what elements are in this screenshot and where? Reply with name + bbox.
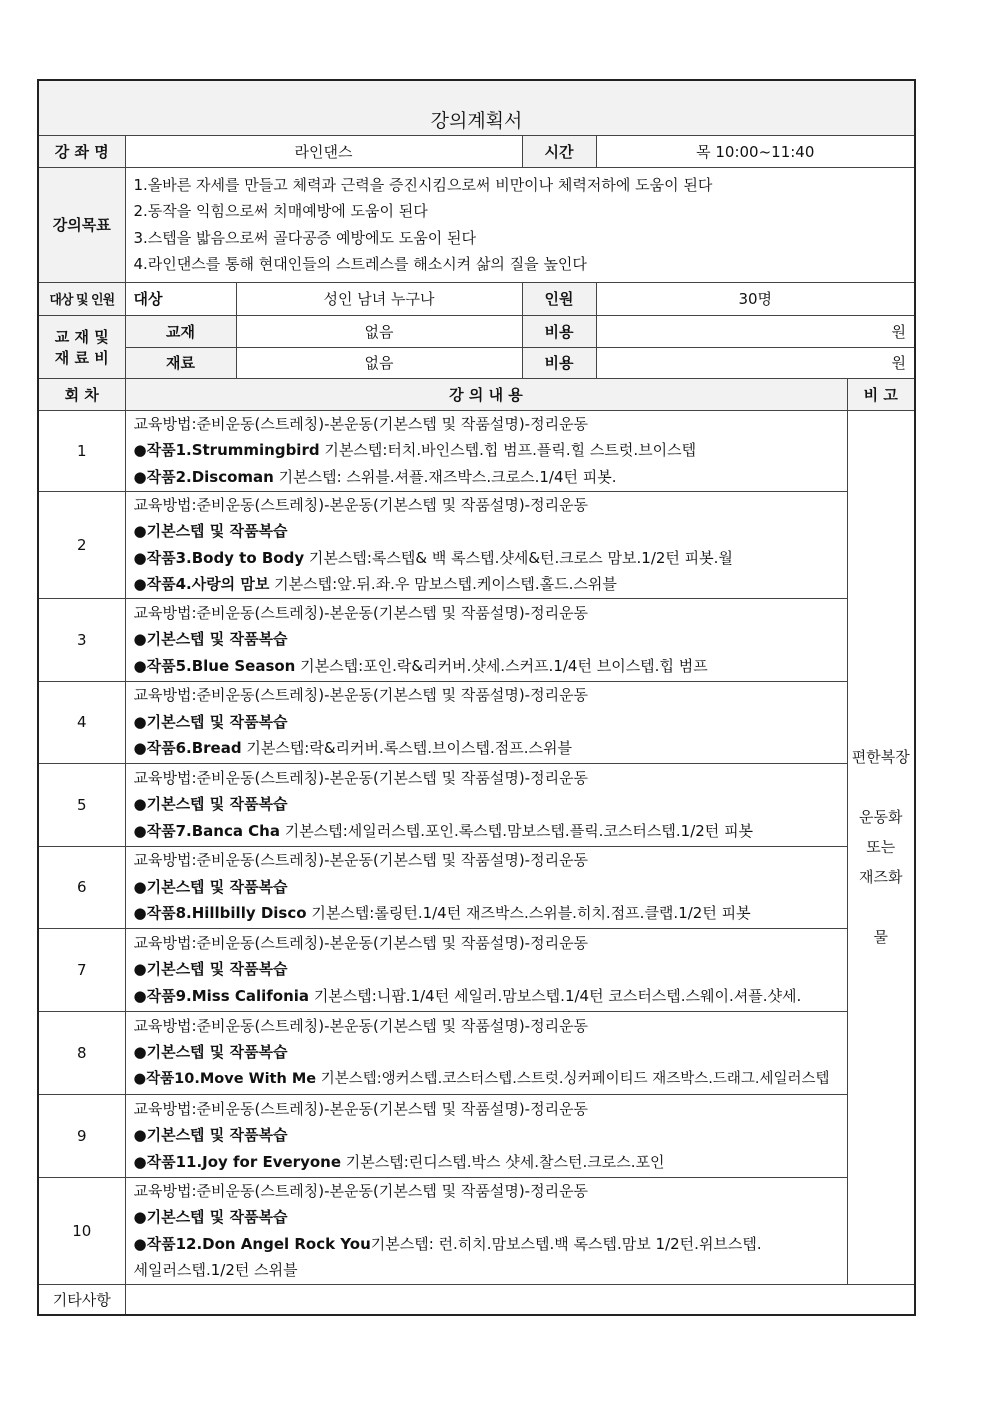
note-spacer — [848, 772, 915, 802]
textbook-cost-value: 원 — [596, 315, 915, 347]
work-title: ●작품6.Bread — [133, 739, 242, 758]
course-name-value: 라인댄스 — [125, 135, 522, 167]
session-content — [125, 410, 847, 491]
line-text: 세일러스텝.1/2턴 스위블 — [133, 1261, 298, 1279]
line-text: 교육방법:준비운동(스트레칭)-본운동(기본스텝 및 작품설명)-정리운동 — [133, 495, 589, 514]
note-header: 비 고 — [847, 378, 915, 410]
line-text: 교육방법:준비운동(스트레칭)-본운동(기본스텝 및 작품설명)-정리운동 — [133, 686, 589, 705]
session-header: 회 차 — [38, 378, 125, 410]
materials-group-label: 교 재 및 재 료 비 — [38, 315, 125, 378]
session-number: 9 — [38, 1094, 125, 1177]
content-line — [134, 437, 841, 464]
goal-label: 강의목표 — [38, 167, 125, 282]
work-title: ●기본스텝 및 작품복습 — [133, 630, 288, 649]
line-text: 교육방법:준비운동(스트레칭)-본운동(기본스텝 및 작품설명)-정리운동 — [133, 851, 589, 870]
content-line — [134, 492, 841, 519]
session-row — [38, 1094, 915, 1177]
document-title: 강의계획서 — [38, 80, 915, 135]
content-line — [134, 983, 841, 1010]
session-content — [125, 598, 847, 681]
line-text: 기본스텝:록스텝& 백 록스텝.샷세&턴.크로스 맘보.1/2턴 피봇.월 — [304, 548, 733, 567]
content-line — [134, 765, 841, 792]
session-row — [38, 846, 915, 928]
content-line — [134, 1178, 841, 1205]
content-line — [134, 847, 841, 874]
work-title: ●작품7.Banca Cha — [133, 821, 280, 840]
course-name-label: 강 좌 명 — [38, 135, 125, 167]
work-title: ●작품3.Body to Body — [133, 548, 305, 567]
material-value: 없음 — [236, 347, 522, 378]
lecture-plan-table — [37, 79, 916, 1316]
note-line: 물 — [873, 928, 889, 946]
content-line — [134, 1231, 841, 1258]
note-line: 편한복장 — [851, 748, 910, 766]
content-line — [134, 1013, 841, 1040]
work-title: ●기본스텝 및 작품복습 — [133, 877, 288, 896]
session-content — [125, 1094, 847, 1177]
line-text: 교육방법:준비운동(스트레칭)-본운동(기본스텝 및 작품설명)-정리운동 — [133, 768, 589, 787]
work-title: ●기본스텝 및 작품복습 — [133, 1208, 288, 1226]
textbook-label: 교재 — [125, 315, 236, 347]
session-content — [125, 928, 847, 1011]
content-line — [134, 900, 841, 927]
goal-item: 2.동작을 익힘으로써 치매예방에 도움이 된다 — [133, 202, 428, 220]
work-title: ●기본스텝 및 작품복습 — [133, 960, 288, 979]
session-row — [38, 928, 915, 1011]
line-text: 기본스텝:린디스텝.박스 샷세.찰스턴.크로스.포인 — [341, 1152, 665, 1171]
work-title: ●기본스텝 및 작품복습 — [133, 522, 288, 540]
content-line — [134, 464, 841, 491]
content-line — [134, 1257, 841, 1284]
content-line — [134, 874, 841, 901]
textbook-cost-label: 비용 — [522, 315, 596, 347]
session-number: 8 — [38, 1011, 125, 1094]
content-line — [134, 571, 841, 598]
session-number: 5 — [38, 763, 125, 846]
work-title: ●작품2.Discoman — [133, 467, 274, 486]
session-number: 1 — [38, 410, 125, 491]
line-text: 기본스텝:롤링턴.1/4턴 재즈박스.스위블.히치.점프.클랩.1/2턴 피봇 — [306, 904, 751, 923]
session-row — [38, 1011, 915, 1094]
session-content — [125, 491, 847, 598]
content-line — [134, 411, 841, 438]
material-cost-value: 원 — [596, 347, 915, 378]
textbook-value: 없음 — [236, 315, 522, 347]
session-number: 2 — [38, 491, 125, 598]
content-line — [134, 956, 841, 983]
session-row — [38, 598, 915, 681]
session-number: 3 — [38, 598, 125, 681]
target-group-label: 대상 및 인원 — [38, 282, 125, 315]
line-text: 교육방법:준비운동(스트레칭)-본운동(기본스텝 및 작품설명)-정리운동 — [133, 1181, 589, 1200]
content-line — [134, 735, 841, 762]
note-line: 재즈화 — [859, 868, 903, 886]
session-number: 6 — [38, 846, 125, 928]
session-content — [125, 681, 847, 763]
content-line — [134, 930, 841, 957]
work-title: ●작품1.Strummingbird — [133, 441, 320, 460]
content-line — [134, 626, 841, 653]
session-number: 7 — [38, 928, 125, 1011]
note-line: 운동화 — [859, 808, 903, 826]
time-value: 목 10:00~11:40 — [596, 135, 915, 167]
content-line — [134, 709, 841, 736]
work-title: ●작품11.Joy for Everyone — [133, 1152, 342, 1171]
goal-item: 4.라인댄스를 통해 현대인들의 스트레스를 해소시켜 삶의 질을 높인다 — [133, 255, 587, 273]
line-text: 기본스텝:앞.뒤.좌.우 맘보스텝.케이스텝.홀드.스위블 — [269, 575, 617, 593]
session-content — [125, 1177, 847, 1284]
line-text: 기본스텝:포인.락&리커버.샷세.스커프.1/4턴 브이스텝.힙 범프 — [295, 656, 708, 675]
material-cost-label: 비용 — [522, 347, 596, 378]
line-text: 교육방법:준비운동(스트레칭)-본운동(기본스텝 및 작품설명)-정리운동 — [133, 933, 589, 952]
content-line — [134, 653, 841, 680]
session-number: 10 — [38, 1177, 125, 1284]
target-value: 성인 남녀 누구나 — [236, 282, 522, 315]
work-title: ●작품4.사랑의 맘보 — [133, 575, 270, 593]
content-line — [134, 545, 841, 572]
line-text: 기본스텝:앵커스텝.코스터스텝.스트럿.싱커페이티드 재즈박스.드래그.세일러스텝 — [316, 1070, 830, 1087]
work-title: ●작품12.Don Angel Rock You — [133, 1234, 371, 1253]
content-line — [134, 791, 841, 818]
goal-item: 1.올바른 자세를 만들고 체력과 근력을 증진시킴으로써 비만이나 체력저하에 도움이 된다 — [133, 175, 713, 194]
work-title: ●작품10.Move With Me — [133, 1070, 317, 1087]
line-text: 기본스텝: 런.히치.맘보스텝.백 록스텝.맘보 1/2턴.위브스텝. — [370, 1234, 762, 1253]
line-text: 교육방법:준비운동(스트레칭)-본운동(기본스텝 및 작품설명)-정리운동 — [133, 1099, 589, 1118]
work-title: ●기본스텝 및 작품복습 — [133, 1126, 288, 1145]
note-cell — [847, 410, 915, 1284]
content-line — [134, 1039, 841, 1066]
note-spacer — [848, 892, 915, 922]
content-line — [134, 1096, 841, 1123]
content-line — [134, 682, 841, 709]
session-row — [38, 491, 915, 598]
goal-list — [125, 167, 915, 282]
session-content — [125, 846, 847, 928]
line-text: 기본스텝:니팝.1/4턴 세일러.맘보스텝.1/4턴 코스터스텝.스웨이.셔플.샷세. — [309, 986, 802, 1005]
content-line — [134, 1122, 841, 1149]
other-label: 기타사항 — [38, 1284, 125, 1315]
goal-item: 3.스텝을 밟음으로써 골다공증 예방에도 도움이 된다 — [133, 228, 476, 247]
content-line — [134, 1204, 841, 1231]
work-title: ●기본스텝 및 작품복습 — [133, 712, 288, 731]
line-text: 교육방법:준비운동(스트레칭)-본운동(기본스텝 및 작품설명)-정리운동 — [133, 1016, 589, 1035]
work-title: ●기본스텝 및 작품복습 — [133, 1043, 288, 1062]
content-line — [134, 518, 841, 545]
content-header: 강 의 내 용 — [125, 378, 847, 410]
line-text: 교육방법:준비운동(스트레칭)-본운동(기본스텝 및 작품설명)-정리운동 — [133, 414, 589, 433]
line-text: 기본스텝:락&리커버.록스텝.브이스텝.점프.스위블 — [241, 739, 572, 758]
session-content — [125, 763, 847, 846]
session-content — [125, 1011, 847, 1094]
session-row — [38, 1177, 915, 1284]
session-row — [38, 763, 915, 846]
count-label: 인원 — [522, 282, 596, 315]
session-number: 4 — [38, 681, 125, 763]
line-text: 기본스텝:터치.바인스텝.힙 범프.플릭.힐 스트럿.브이스텝 — [319, 441, 697, 460]
line-text: 기본스텝: 스위블.셔플.재즈박스.크로스.1/4턴 피봇. — [273, 467, 617, 486]
content-line — [134, 1066, 841, 1093]
material-label: 재료 — [125, 347, 236, 378]
count-value: 30명 — [596, 282, 915, 315]
other-value — [125, 1284, 915, 1315]
content-line — [134, 600, 841, 627]
session-row — [38, 410, 915, 491]
work-title: ●작품8.Hillbilly Disco — [133, 904, 307, 923]
time-label: 시간 — [522, 135, 596, 167]
work-title: ●작품9.Miss Califonia — [133, 986, 310, 1005]
content-line — [134, 818, 841, 845]
work-title: ●작품5.Blue Season — [133, 656, 296, 675]
line-text: 기본스텝:세일러스텝.포인.록스텝.맘보스텝.플릭.코스터스텝.1/2턴 피봇 — [279, 821, 754, 840]
content-line — [134, 1149, 841, 1176]
session-row — [38, 681, 915, 763]
line-text: 교육방법:준비운동(스트레칭)-본운동(기본스텝 및 작품설명)-정리운동 — [133, 603, 589, 622]
work-title: ●기본스텝 및 작품복습 — [133, 795, 288, 814]
note-line: 또는 — [866, 838, 896, 856]
target-label: 대상 — [125, 282, 236, 315]
